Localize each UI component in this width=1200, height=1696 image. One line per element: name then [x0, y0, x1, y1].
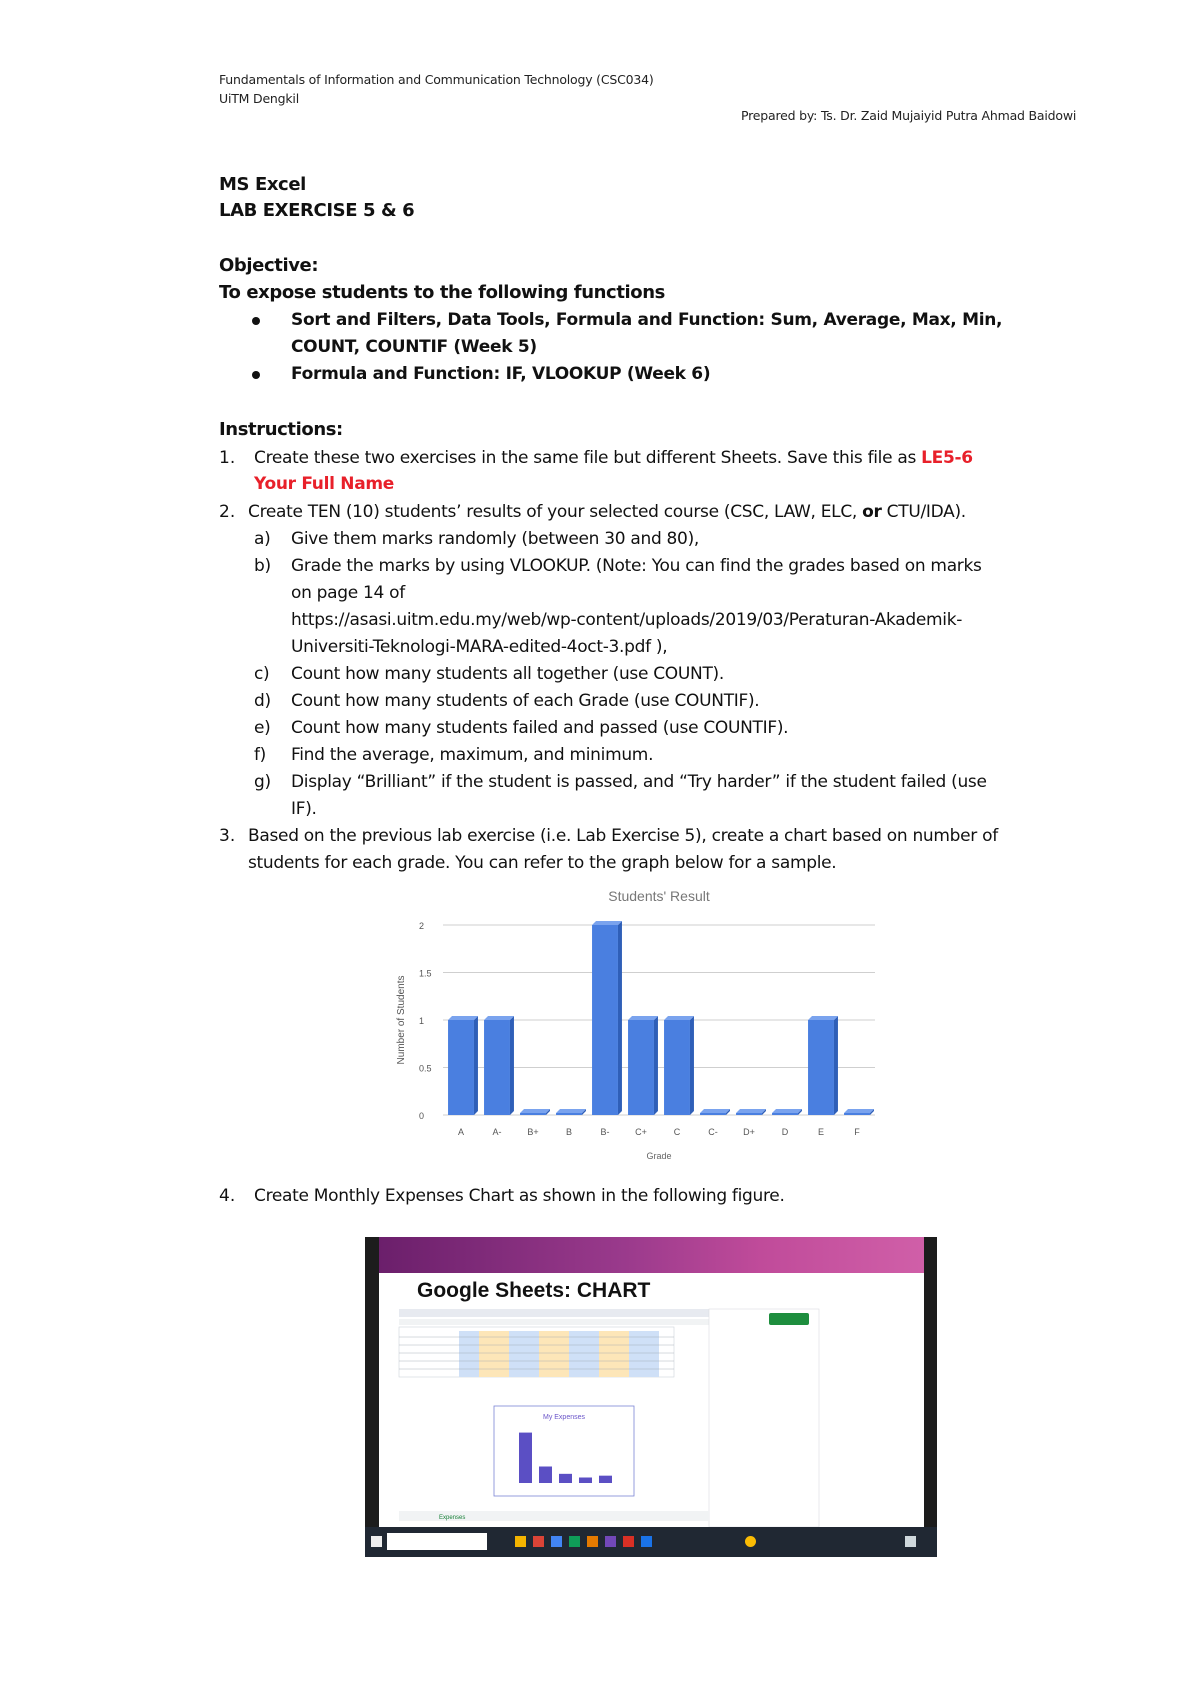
- item-number: 4.: [219, 1186, 236, 1206]
- app-icon[interactable]: [623, 1536, 634, 1547]
- bar-top-A: [448, 1016, 478, 1020]
- app-icon[interactable]: [551, 1536, 562, 1547]
- campus-name: UiTM Dengkil: [219, 91, 299, 106]
- x-tick-label: B-: [600, 1127, 610, 1137]
- sub-a: Give them marks randomly (between 30 and 80),: [291, 529, 700, 549]
- bar-side-A: [474, 1016, 478, 1115]
- bar-top-B: [556, 1109, 586, 1113]
- x-tick-label: C+: [635, 1127, 647, 1137]
- bar-E: [808, 1020, 834, 1115]
- instruction-2-text: Create TEN (10) students’ results of your selected course (CSC, LAW, ELC,: [248, 502, 863, 522]
- objective-bullet-1: Sort and Filters, Data Tools, Formula and Function: Sum, Average, Max, Min,: [291, 310, 1003, 330]
- x-tick-label: D+: [743, 1127, 755, 1137]
- sub-b: Grade the marks by using VLOOKUP. (Note: You can find the grades based on marks: [291, 556, 982, 576]
- google-sheets-screenshot: [365, 1237, 937, 1557]
- bar-B: [556, 1113, 582, 1115]
- bar-F: [844, 1113, 870, 1115]
- sheet-tab: Expenses: [439, 1515, 466, 1521]
- instruction-4: Create Monthly Expenses Chart as shown in the following figure.: [254, 1186, 785, 1206]
- instruction-1-text: Create these two exercises in the same file but different Sheets. Save this file as: [254, 448, 922, 468]
- x-tick-label: D: [781, 1127, 789, 1137]
- sub-g-cont: IF).: [291, 799, 317, 819]
- bar-top-C-: [700, 1109, 730, 1113]
- file-explorer-icon[interactable]: [515, 1536, 526, 1547]
- instructions-heading: Instructions:: [219, 419, 343, 440]
- notification-icon[interactable]: [905, 1536, 916, 1547]
- bar-top-B-: [592, 921, 622, 925]
- sub-b-url[interactable]: https://asasi.uitm.edu.my/web/wp-content/uploads/2019/03/Peraturan-Akademik-: [291, 610, 963, 630]
- sub-label: d): [254, 691, 271, 711]
- sub-label: a): [254, 529, 271, 549]
- bar-top-A-: [484, 1016, 514, 1020]
- app-icon[interactable]: [569, 1536, 580, 1547]
- expense-bar: [559, 1474, 572, 1483]
- sub-label: g): [254, 772, 271, 792]
- bar-C: [664, 1020, 690, 1115]
- bar-side-A-: [510, 1016, 514, 1115]
- students-result-chart: [396, 885, 885, 1170]
- objective-bullet-2: Formula and Function: IF, VLOOKUP (Week 6): [291, 364, 711, 384]
- bar-C+: [628, 1020, 654, 1115]
- item-number: 2.: [219, 502, 236, 522]
- y-tick-label: 0: [419, 1111, 425, 1121]
- x-tick-label: B: [565, 1127, 573, 1137]
- bar-D+: [736, 1113, 762, 1115]
- course-title: Fundamentals of Information and Communication Technology (CSC034): [219, 72, 654, 87]
- instruction-3-cont: students for each grade. You can refer to the graph below for a sample.: [248, 853, 837, 873]
- sub-label: c): [254, 664, 270, 684]
- expense-bar: [599, 1476, 612, 1483]
- bar-D: [772, 1113, 798, 1115]
- y-tick-label: 1.5: [419, 968, 432, 979]
- x-tick-label: E: [817, 1127, 825, 1137]
- item-number: 3.: [219, 826, 236, 846]
- sub-label: b): [254, 556, 271, 576]
- objective-bullet-1-cont: COUNT, COUNTIF (Week 5): [291, 337, 537, 357]
- x-tick-label: A-: [492, 1127, 502, 1137]
- bar-top-F: [844, 1109, 874, 1113]
- bar-B-: [592, 925, 618, 1115]
- bar-C-: [700, 1113, 726, 1115]
- slide-title: Google Sheets: CHART: [417, 1279, 651, 1302]
- sub-label: f): [254, 745, 267, 765]
- sub-d: Count how many students of each Grade (use COUNTIF).: [291, 691, 760, 711]
- bar-side-B-: [618, 921, 622, 1115]
- sub-b-cont1: on page 14 of: [291, 583, 405, 603]
- sub-f: Find the average, maximum, and minimum.: [291, 745, 654, 765]
- bar-side-C+: [654, 1016, 658, 1115]
- sub-label: e): [254, 718, 271, 738]
- x-tick-label: B+: [527, 1127, 539, 1137]
- expense-bar: [579, 1478, 592, 1484]
- bar-A-: [484, 1020, 510, 1115]
- filename-highlight: LE5-6: [921, 448, 973, 468]
- full-name-highlight: Your Full Name: [254, 474, 395, 494]
- bar-side-C: [690, 1016, 694, 1115]
- app-icon[interactable]: [587, 1536, 598, 1547]
- expense-bar: [519, 1433, 532, 1483]
- x-tick-label: C-: [708, 1127, 718, 1137]
- x-tick-label: A: [457, 1127, 465, 1137]
- app-icon[interactable]: [605, 1536, 616, 1547]
- instruction-2: [248, 502, 966, 522]
- expenses-chart-title: My Expenses: [542, 1414, 586, 1421]
- app-icon[interactable]: [533, 1536, 544, 1547]
- taskbar-search-box[interactable]: [387, 1533, 487, 1550]
- slide-content: [379, 1273, 924, 1529]
- x-tick-label: C: [673, 1127, 681, 1137]
- bar-top-D+: [736, 1109, 766, 1113]
- x-tick-label: F: [854, 1127, 860, 1137]
- y-tick-label: 1: [419, 1016, 425, 1026]
- bar-top-C: [664, 1016, 694, 1020]
- document-title: MS Excel: [219, 174, 306, 195]
- sub-b-url-cont[interactable]: Universiti-Teknologi-MARA-edited-4oct-3.pdf ),: [291, 637, 668, 657]
- instruction-1: [254, 448, 973, 468]
- sub-c: Count how many students all together (use COUNT).: [291, 664, 724, 684]
- app-icon[interactable]: [641, 1536, 652, 1547]
- x-axis-label: Grade: [646, 1151, 672, 1161]
- sub-e: Count how many students failed and passed (use COUNTIF).: [291, 718, 789, 738]
- instruction-3: Based on the previous lab exercise (i.e. Lab Exercise 5), create a chart based on number of: [248, 826, 998, 846]
- bullet-dot: [252, 371, 260, 379]
- bullet-dot: [252, 317, 260, 325]
- bar-side-E: [834, 1016, 838, 1115]
- bar-A: [448, 1020, 474, 1115]
- y-axis-label: Number of Students: [396, 975, 407, 1065]
- bar-top-B+: [520, 1109, 550, 1113]
- instruction-2-or: or: [862, 502, 882, 522]
- bar-top-D: [772, 1109, 802, 1113]
- y-tick-label: 0.5: [419, 1063, 432, 1074]
- windows-start-icon[interactable]: [371, 1536, 382, 1547]
- prepared-by: Prepared by: Ts. Dr. Zaid Mujaiyid Putra Ahmad Baidowi: [741, 108, 1077, 123]
- objective-intro: To expose students to the following functions: [219, 282, 666, 303]
- bar-top-E: [808, 1016, 838, 1020]
- sheets-window: [379, 1273, 924, 1529]
- slide-banner: [379, 1237, 924, 1273]
- sub-g: Display “Brilliant” if the student is passed, and “Try harder” if the student failed (use: [291, 772, 987, 792]
- chart-title: Students' Result: [608, 888, 710, 904]
- item-number: 1.: [219, 448, 236, 468]
- y-tick-label: 2: [419, 921, 425, 931]
- weather-icon[interactable]: [745, 1536, 756, 1547]
- objective-heading: Objective:: [219, 255, 319, 276]
- bar-B+: [520, 1113, 546, 1115]
- expense-bar: [539, 1467, 552, 1484]
- bar-top-C+: [628, 1016, 658, 1020]
- taskbar: [365, 1527, 937, 1557]
- instruction-2-end: CTU/IDA).: [881, 502, 966, 522]
- lab-exercise-title: LAB EXERCISE 5 & 6: [219, 200, 415, 221]
